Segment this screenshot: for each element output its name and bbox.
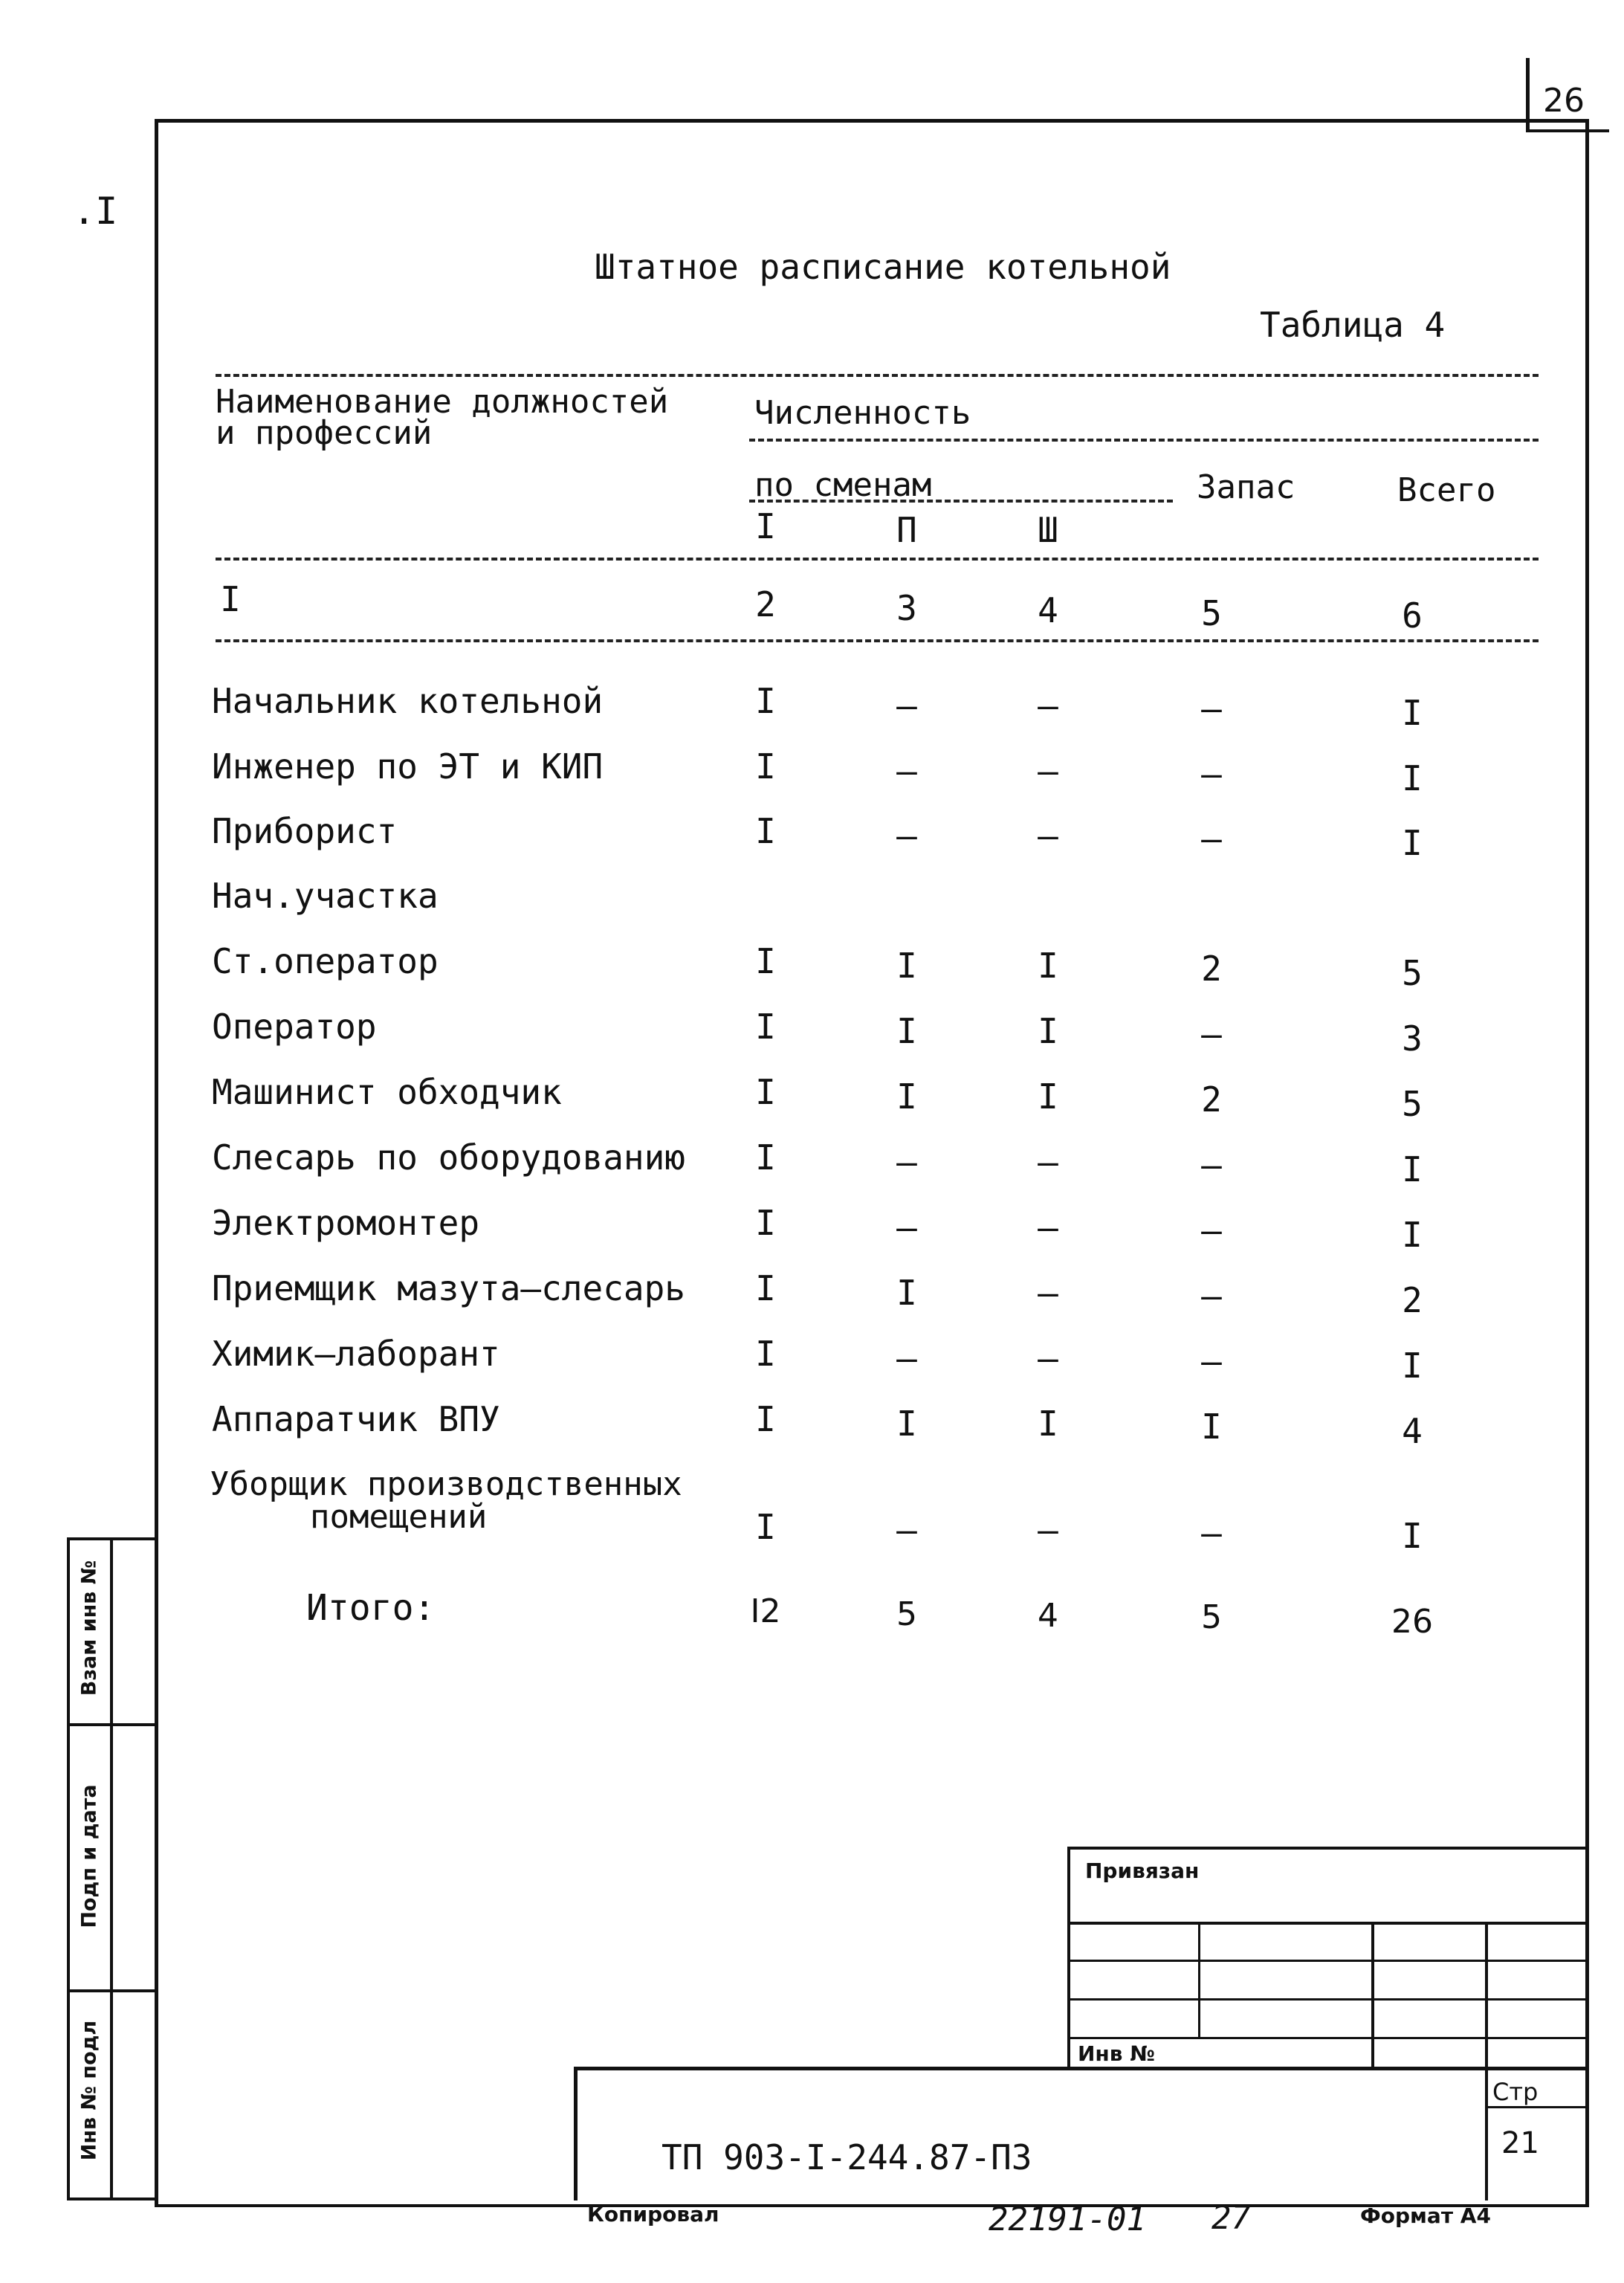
table-row-reserve: – (1201, 754, 1222, 794)
header-reserve: Запас (1197, 468, 1295, 506)
table-row-s1: I (755, 1007, 776, 1047)
last-row-name-line1: Уборщик производственных (210, 1465, 682, 1503)
table-row-s2: – (896, 685, 917, 726)
table-row-total: I (1402, 693, 1423, 733)
table-row-reserve: I (1201, 1407, 1222, 1447)
privyazan-label: Привязан (1085, 1859, 1200, 1883)
last-row-s3: – (1038, 1510, 1058, 1550)
table-row-total: 4 (1402, 1411, 1423, 1451)
table-row-s1: I (755, 1072, 776, 1112)
table-row-total: I (1402, 758, 1423, 798)
section-mark: .I (73, 190, 118, 233)
table-row-s2: I (896, 1011, 917, 1051)
table-row-s3: – (1038, 685, 1058, 726)
header-shifts: по сменам (754, 466, 932, 504)
col-number-4: 4 (1038, 590, 1058, 630)
table-row-s1: I (755, 1137, 776, 1178)
table-row-s3: I (1038, 1076, 1058, 1117)
header-name (216, 383, 669, 452)
sheet-number: 26 (1543, 82, 1585, 120)
header-shift-1: I (755, 506, 776, 546)
str-value: 21 (1501, 2126, 1539, 2160)
count-underline (749, 439, 1539, 442)
table-row-name: Аппаратчик ВПУ (212, 1399, 500, 1439)
table-row-s1: I (755, 1399, 776, 1439)
last-row-s1: I (755, 1507, 776, 1547)
last-row-s2: – (896, 1510, 917, 1550)
table-row-total: I (1402, 1346, 1423, 1386)
table-row-s3: – (1038, 751, 1058, 791)
table-row-reserve: – (1201, 1210, 1222, 1250)
table-row-total: 5 (1402, 1084, 1423, 1124)
side-stamp-podp: Подп и дата (77, 1784, 101, 1928)
table-row-total: 5 (1402, 953, 1423, 993)
table-row-s1: I (755, 1203, 776, 1243)
table-row-name: Ст.оператор (212, 941, 439, 981)
footer-format: Формат А4 (1360, 2203, 1491, 2228)
footer-copied: Копировал (587, 2202, 719, 2227)
inv-no-label: Инв № (1078, 2041, 1155, 2066)
footer-number: 22191-01 (989, 2200, 1146, 2238)
table-row-s3: – (1038, 816, 1058, 856)
tb-rule-3 (1067, 1998, 1585, 2001)
table-row-s3: – (1038, 1207, 1058, 1247)
table-row-reserve: – (1201, 1276, 1222, 1316)
totals-total: 26 (1391, 1603, 1433, 1641)
last-row-reserve: – (1201, 1513, 1222, 1553)
tb-col-1 (1198, 1922, 1200, 2037)
totals-s2: 5 (896, 1595, 917, 1633)
table-row-total: 2 (1402, 1280, 1423, 1320)
table-row-s2: – (896, 1142, 917, 1182)
tb-rule-1 (1067, 1922, 1585, 1925)
header-count: Численность (754, 394, 971, 432)
header-name-line2: и профессий (216, 414, 433, 452)
table-row-s2: I (896, 1404, 917, 1444)
side-stamp-rule-2 (67, 1989, 155, 1992)
table-row-name: Слесарь по оборудованию (212, 1137, 685, 1178)
table-row-name: Оператор (212, 1007, 377, 1047)
col-number-3: 3 (896, 588, 917, 628)
table-row-s3: – (1038, 1338, 1058, 1378)
table-top-rule (216, 374, 1539, 377)
table-row-s3: – (1038, 1273, 1058, 1313)
last-row-name (210, 1465, 682, 1536)
table-row-name: Приемщик мазута–слесарь (212, 1268, 685, 1308)
col-number-2: 2 (755, 584, 776, 624)
table-row-reserve: – (1201, 1341, 1222, 1381)
table-label: Таблица 4 (1260, 305, 1446, 345)
header-shift-3: Ш (1038, 510, 1058, 550)
table-row-name: Начальник котельной (212, 681, 604, 721)
table-row-name: Приборист (212, 811, 398, 851)
side-stamp-divider (110, 1537, 113, 2200)
table-row-s3: I (1038, 1404, 1058, 1444)
table-row-reserve: – (1201, 688, 1222, 729)
side-stamp-rule-1 (67, 1723, 155, 1726)
table-row-name: Химик–лаборант (212, 1334, 500, 1374)
header-name-line1: Наименование должностей (216, 383, 669, 421)
side-stamp-vzam: Взам инв № (77, 1560, 101, 1696)
table-row-s1: I (755, 941, 776, 981)
table-row-total: I (1402, 1149, 1423, 1189)
tb-rule-2 (1067, 1960, 1585, 1962)
table-row-s2: I (896, 946, 917, 986)
col-number-5: 5 (1201, 593, 1222, 633)
table-row-reserve: – (1201, 818, 1222, 859)
col-number-6: 6 (1402, 595, 1423, 636)
table-row-total: 3 (1402, 1018, 1423, 1059)
table-row-s1: I (755, 1268, 776, 1308)
page-title: Штатное расписание котельной (595, 247, 1171, 287)
tb-col-2 (1371, 1922, 1374, 2067)
header-shift-2: П (896, 510, 917, 550)
table-row-s2: – (896, 1207, 917, 1247)
table-row-reserve: 2 (1201, 949, 1222, 989)
table-row-s2: I (896, 1076, 917, 1117)
table-row-s3: – (1038, 1142, 1058, 1182)
title-block (574, 2067, 1585, 2200)
totals-label: Итого: (306, 1587, 436, 1629)
table-row-reserve: 2 (1201, 1079, 1222, 1120)
table-row-reserve: – (1201, 1014, 1222, 1054)
last-row-name-line2: помещений (310, 1498, 488, 1536)
last-row-total: I (1402, 1516, 1423, 1556)
tb-col-3 (1485, 1922, 1488, 2200)
table-row-s3: I (1038, 946, 1058, 986)
side-stamp-inv: Инв № подл (77, 2020, 101, 2161)
table-row-s1: I (755, 1334, 776, 1374)
doc-code: ТП 903-I-244.87-ПЗ (661, 2137, 1032, 2177)
table-row-total: I (1402, 823, 1423, 863)
header-bottom-rule (216, 558, 1539, 561)
table-row-name: Инженер по ЭТ и КИП (212, 746, 604, 787)
footer-sheet: 27 (1211, 2199, 1251, 2237)
table-row-name: Машинист обходчик (212, 1072, 562, 1112)
totals-s1: I2 (750, 1592, 781, 1630)
table-row-s2: – (896, 1338, 917, 1378)
col-number-1: I (220, 579, 241, 619)
table-row-s2: – (896, 816, 917, 856)
str-label: Стр (1492, 2078, 1539, 2106)
table-row-total: I (1402, 1215, 1423, 1255)
tb-rule-4 (1067, 2037, 1585, 2039)
totals-s3: 4 (1038, 1597, 1058, 1635)
table-row-s1: I (755, 746, 776, 787)
table-row-s1: I (755, 681, 776, 721)
header-total: Всего (1397, 471, 1496, 509)
tb-rule-str (1485, 2106, 1585, 2108)
table-row-name: Электромонтер (212, 1203, 480, 1243)
table-row-name: Нач.участка (212, 876, 439, 916)
table-row-reserve: – (1201, 1145, 1222, 1185)
table-row-s2: – (896, 751, 917, 791)
totals-reserve: 5 (1201, 1598, 1222, 1636)
table-row-s1: I (755, 811, 776, 851)
table-row-s3: I (1038, 1011, 1058, 1051)
table-row-s2: I (896, 1273, 917, 1313)
col-numbers-rule (216, 639, 1539, 642)
